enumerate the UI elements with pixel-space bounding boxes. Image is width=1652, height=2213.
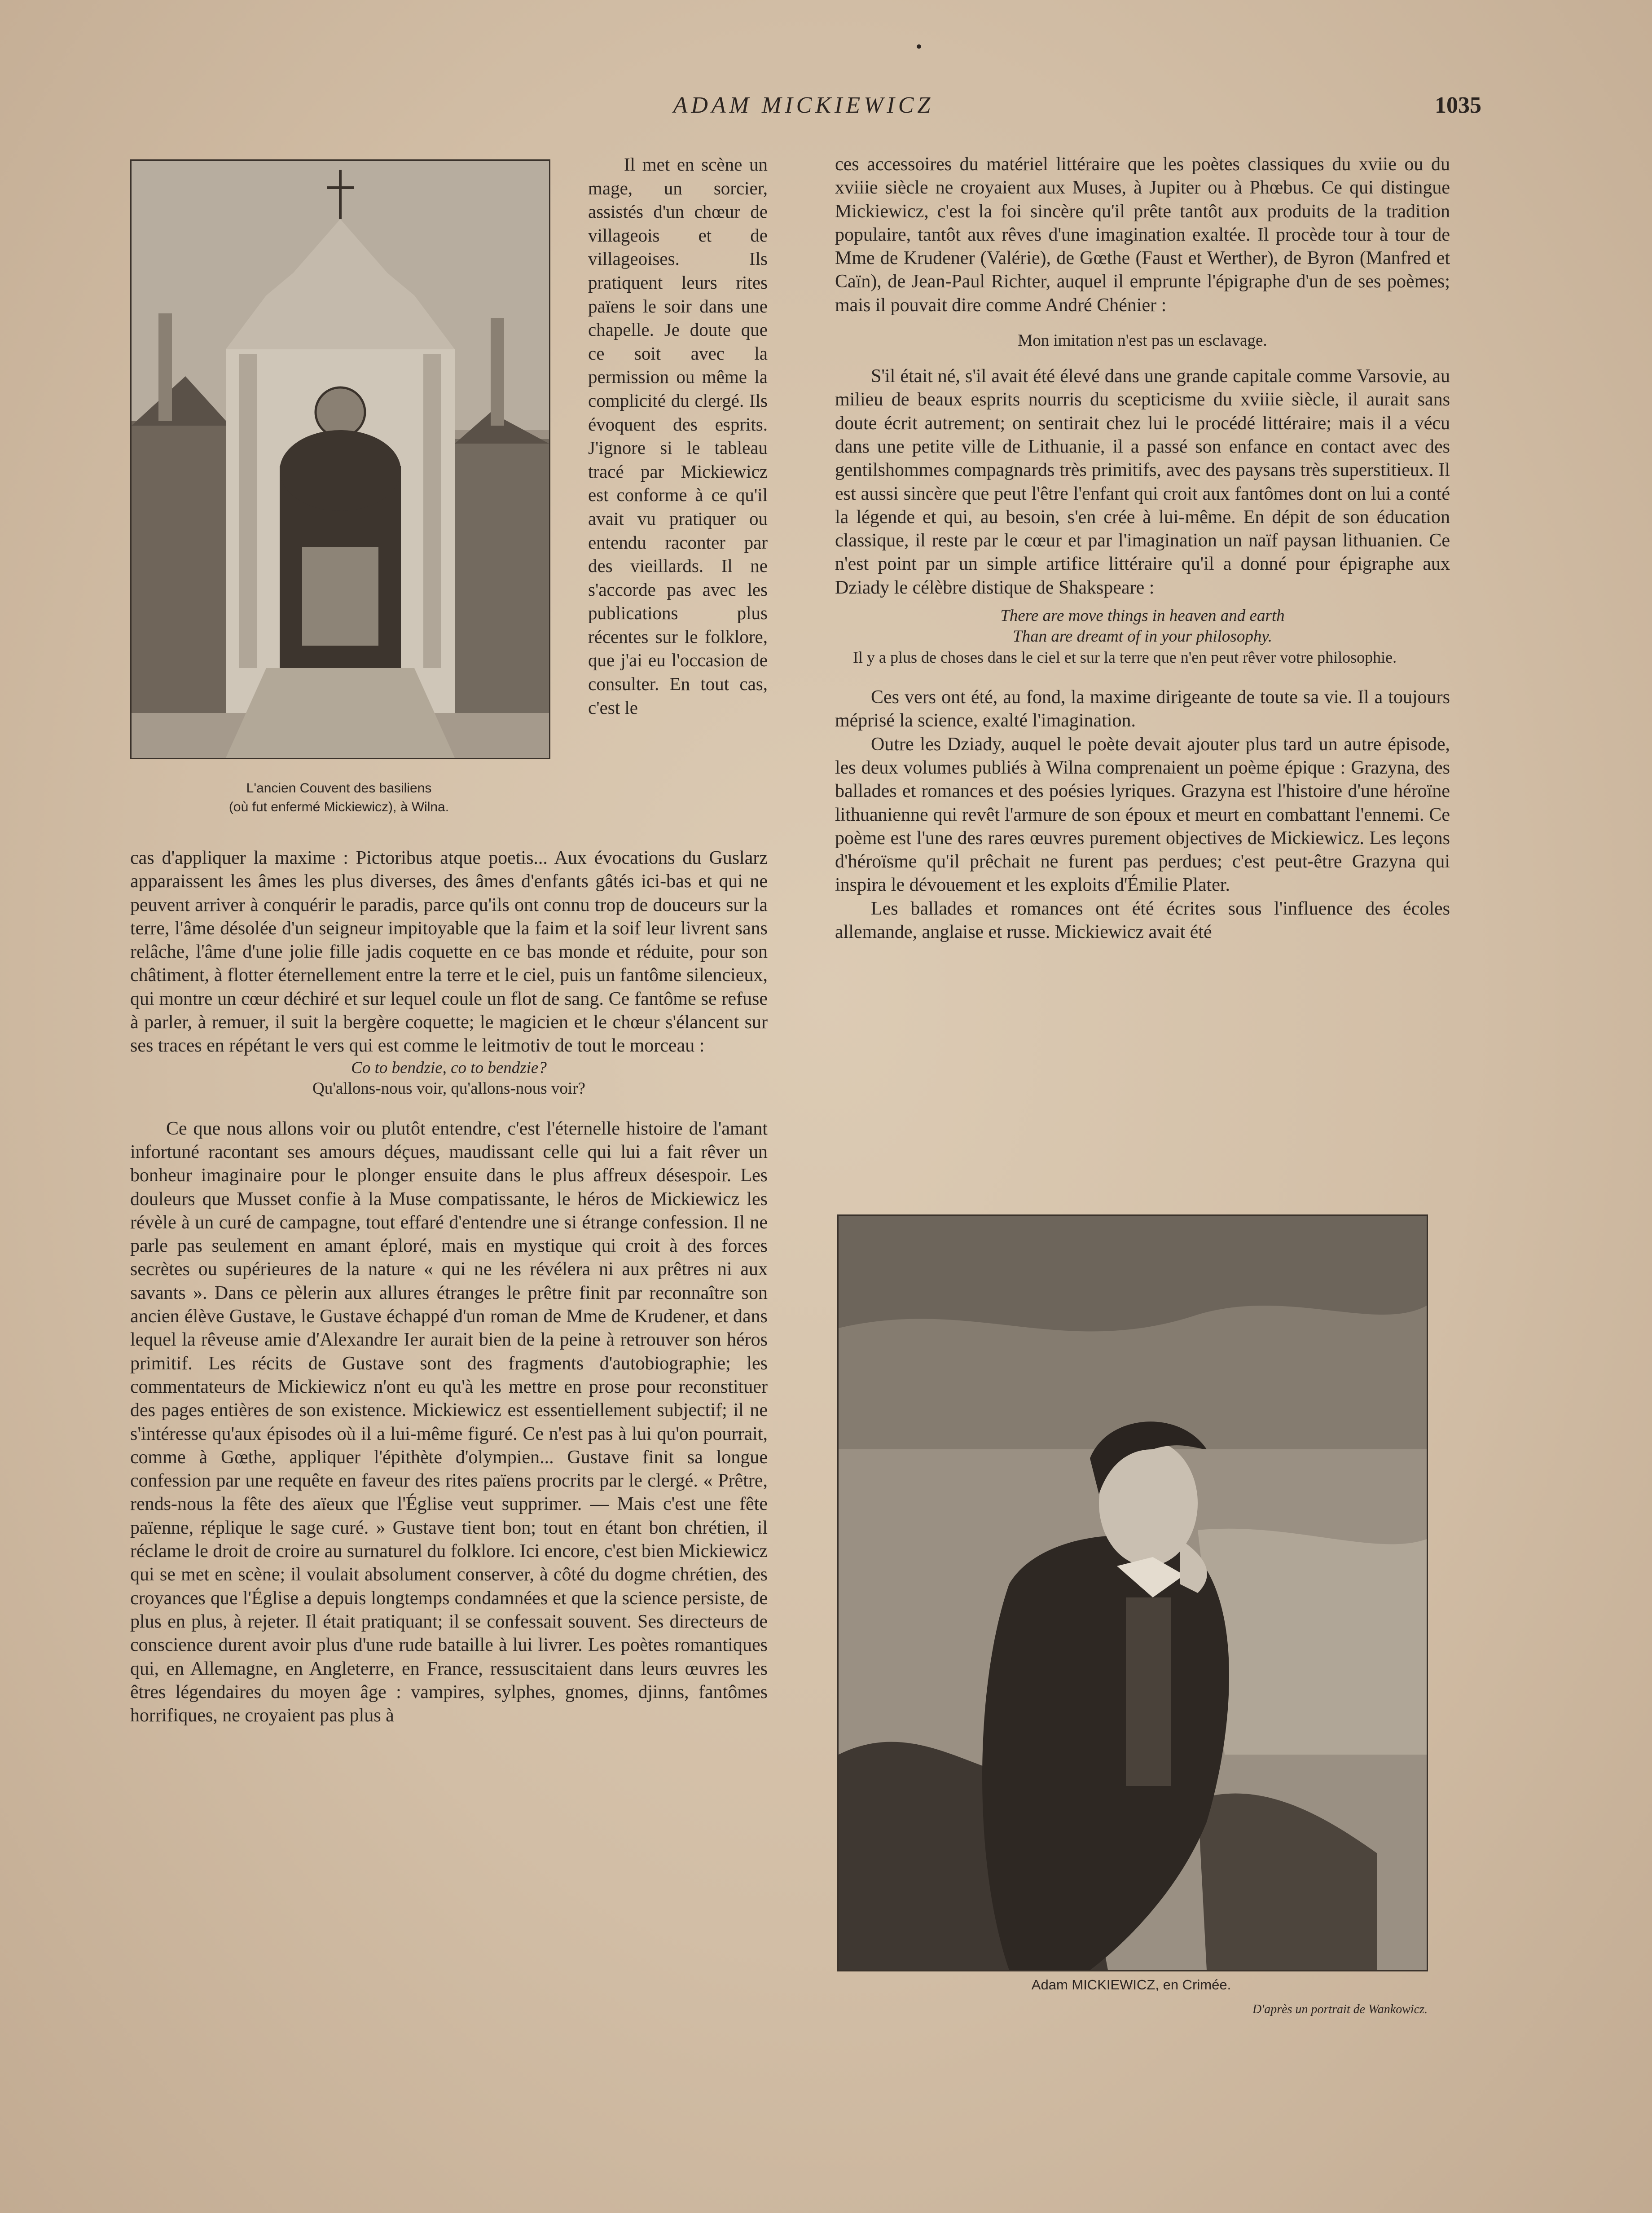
running-head: ADAM MICKIEWICZ — [673, 92, 934, 118]
shakespeare-line-2: Than are dreamt of in your philosophy. — [1013, 627, 1272, 646]
left-paragraph-2: Ce que nous allons voir ou plutôt entendre, c'est l'éternelle histoire de l'amant infortuné racontant ses amours déçues, maudissant celle qui lui a fait rêver un bonheur imaginaire pour le plonger ensuite dans le plus affreux désespoir. Les douleurs que Musset confie à la Muse compatissante, le héros de Mickiewicz les révèle à un curé de campagne, tout effaré d'entendre une si étrange confession. Il ne parle pas seulement en amant éploré, mais en mystique qui croit à des forces secrètes ou supérieures de la nature « qui ne les révélera ni aux prêtres ni aux savants ». Dans ce pèlerin aux allures étranges le prêtre finit par reconnaître son ancien élève Gustave, le Gustave échappé d'un roman de Mme de Krudener, et dans lequel la rêveuse amie d'Alexandre Ier aurait bien de la peine à retrouver son héros primitif. Les récits de Gustave sont des fragments d'autobiographie; les commentateurs de Mickiewicz n'ont eu qu'à les mettre en prose pour reconstituer des pages entières de son existence. Mickiewicz est essentiellement subjectif; il ne s'intéresse qu'aux épisodes où il a lui-même figuré. Ce n'est pas à lui qu'on pourrait, comme à Gœthe, appliquer l'épithète d'olympien... Gustave finit sa longue confession par une requête en faveur des rites païens procrits par le clergé. « Prêtre, rends-nous la fête des aïeux que l'Église veut supprimer. — Mais c'est une fête païenne, réplique le sage curé. » Gustave tient bon; tout en étant bon chrétien, il réclame le droit de croire au surnaturel du folklore. Ici encore, c'est bien Mickiewicz qui se met en scène; il voulait absolument conserver, à côté du dogme chrétien, des croyances que l'Église a depuis longtemps condamnées et que la science persiste, de plus en plus, à rejeter. Il était pratiquant; il se confessait souvent. Ses directeurs de conscience durent avoir plus d'une rude bataille à lui livrer. Les poètes romantiques qui, en Allemagne, en Angleterre, en France, ressuscitaient dans leurs œuvres les êtres légendaires du moyen âge : vampires, sylphes, gnomes, djinns, fantômes horrifiques, ne croyaient pas plus à — [130, 1118, 768, 1726]
beside-image-paragraph: Il met en scène un mage, un sorcier, assistés d'un chœur de villageois et de villageoises. Ils pratiquent leurs rites païens le soir dans une chapelle. Je doute que ce soit avec la permission ou même la complicité du clergé. Ils évoquent des esprits. J'ignore si le tableau tracé par Mickiewicz est conforme à ce qu'il avait vu pratiquer ou entendu raconter par des vieillards. Il ne s'accorde pas avec les publications plus récentes sur le folklore, que j'ai eu l'occasion de consulter. En tout cas, c'est le — [588, 154, 768, 718]
left-column-text — [130, 846, 768, 1727]
right-column-text — [835, 153, 1450, 944]
convent-caption-line1: L'ancien Couvent des basiliens — [246, 781, 432, 796]
portrait-caption: Adam MICKIEWICZ, en Crimée. — [1031, 1977, 1231, 1993]
convent-illustration — [130, 159, 550, 759]
portrait-illustration — [837, 1214, 1428, 1971]
right-paragraph-1: ces accessoires du matériel littéraire que les poètes classiques du xviie ou du xviiie siècle ne croyaient aux Muses, à Jupiter ou à Phœbus. Ce qui distingue Mickiewicz, c'est la foi sincère qu'il prête tantôt aux produits de la tradition populaire, tantôt aux rêves d'une imagination exaltée. Il procède tour à tour de Mme de Krudener (Valérie), de Gœthe (Faust et Werther), de Byron (Manfred et Caïn), de Jean-Paul Richter, auquel il emprunte l'épigraphe d'un de ses poèmes; mais il pouvait dire comme André Chénier : — [835, 154, 1450, 316]
shakespeare-translation: Il y a plus de choses dans le ciel et sur la terre que n'en peut rêver votre philosophie. — [853, 648, 1397, 667]
convent-caption-line2: (où fut enfermé Mickiewicz), à Wilna. — [228, 800, 449, 814]
convent-gate-drawing — [132, 161, 549, 758]
portrait-credit: D'après un portrait de Wankowicz. — [1252, 2002, 1428, 2016]
convent-caption — [130, 779, 548, 817]
right-paragraph-3: Ces vers ont été, au fond, la maxime dirigeante de toute sa vie. Il a toujours méprisé la science, exalté l'imagination. — [835, 687, 1450, 731]
ink-mark: • — [916, 36, 923, 57]
right-paragraph-5: Les ballades et romances ont été écrites sous l'influence des écoles allemande, anglaise et russe. Mickiewicz avait été — [835, 898, 1450, 943]
right-paragraph-4: Outre les Dziady, auquel le poète devait ajouter plus tard un autre épisode, les deux volumes publiés à Wilna comprenaient un poème épique : Grazyna, des ballades et romances et des poésies lyriques. Grazyna est l'histoire d'une héroïne lithuanienne qui revêt l'armure de son époux et meurt en combattant l'ennemi. Ce poème est l'une des rares œuvres purement objectives de Mickiewicz. Les leçons d'héroïsme qu'il prêchait ne furent pas perdues; c'est peut-être Grazyna qui inspira le dévouement et les exploits d'Émilie Plater. — [835, 734, 1450, 896]
text-beside-image — [588, 153, 768, 719]
chenier-quote: Mon imitation n'est pas un esclavage. — [1018, 331, 1267, 350]
page-number: 1035 — [1435, 92, 1481, 118]
guslarz-verse-french: Qu'allons-nous voir, qu'allons-nous voir? — [312, 1079, 585, 1098]
shakespeare-line-1: There are move things in heaven and earth — [1000, 607, 1285, 625]
right-paragraph-2: S'il était né, s'il avait été élevé dans une grande capitale comme Varsovie, au milieu de beaux esprits nourris du scepticisme du xviiie siècle, il aurait sans doute écrit autrement; on sentirait chez lui le procédé littéraire; mais il a vécu dans une petite ville de Lithuanie, il a passé son enfance en contact avec des gentilshommes compagnards très primitifs, avec des paysans très superstitieux. Il est aussi sincère que peut l'être l'enfant qui croit aux fantômes dont on lui a conté la légende et qui, au besoin, s'en crée à lui-même. En dépit de son éducation classique, il reste par le cœur et par l'imagination un naïf paysan lithuanien. Ce n'est point par un simple artifice littéraire qu'il a donné pour épigraphe aux Dziady le célèbre distique de Shakspeare : — [835, 366, 1450, 598]
left-paragraph-1: cas d'appliquer la maxime : Pictoribus atque poetis... Aux évocations du Guslarz apparaissent les âmes les plus diverses, des âmes d'enfants gâtés ici-bas et qui ne peuvent arriver à conquérir le paradis, parce qu'ils ont connu trop de douceurs sur la terre, l'âme désolée d'un seigneur impitoyable que la faim et la soif leur livrent sans relâche, l'âme d'une jolie fille jadis coquette en ce bas monde et réduite, pour son châtiment, à flotter éternellement entre la terre et le ciel, puis un fantôme silencieux, qui montre un cœur déchiré et sur lequel coule un flot de sang. Ce fantôme se refuse à parler, à remuer, il suit la bergère coquette; le magicien et le chœur s'élancent sur ses traces en répétant le vers qui est comme le leitmotiv de tout le morceau : — [130, 848, 768, 1056]
guslarz-verse-polish: Co to bendzie, co to bendzie? — [351, 1058, 547, 1077]
portrait-drawing — [839, 1216, 1427, 1970]
